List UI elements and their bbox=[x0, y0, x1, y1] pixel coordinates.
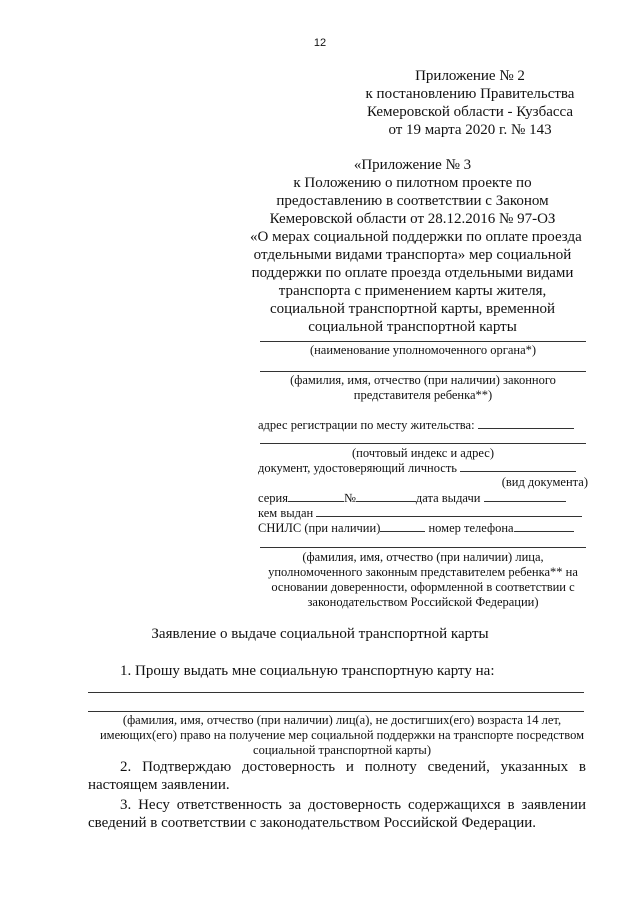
appendix-inner-line: отдельными видами транспорта» мер социальной bbox=[253, 247, 572, 263]
statement-item-3 bbox=[88, 796, 586, 832]
representative-line[interactable] bbox=[260, 371, 586, 372]
postal-caption: (почтовый индекс и адрес) bbox=[352, 446, 494, 460]
statement-item-2 bbox=[88, 758, 586, 794]
proxy-caption: законодательством Российской Федерации) bbox=[307, 595, 539, 609]
children-caption-line: имеющих(его) право на получение мер социальной поддержки на транспорте посредством bbox=[99, 728, 584, 742]
representative-caption: представителя ребенка**) bbox=[353, 388, 493, 402]
appendix-inner-line: Кемеровской области от 28.12.2016 № 97-ОЗ bbox=[269, 211, 556, 227]
representative-caption: (фамилия, имя, отчество (при наличии) законного bbox=[290, 373, 556, 387]
appendix-line: Кемеровской области - Кузбасса bbox=[366, 104, 574, 120]
appendix-line: от 19 марта 2020 г. № 143 bbox=[388, 122, 552, 138]
appendix-line: Приложение № 2 bbox=[415, 68, 525, 84]
children-caption bbox=[92, 713, 592, 758]
children-line-2[interactable] bbox=[88, 711, 584, 712]
document-field[interactable] bbox=[460, 460, 576, 472]
snils-field[interactable] bbox=[380, 520, 425, 532]
document-row bbox=[258, 460, 588, 476]
appendix-inner-line: к Положению о пилотном проекте по bbox=[293, 175, 532, 191]
number-label: № bbox=[343, 491, 356, 505]
issue-date-label: дата выдачи bbox=[415, 491, 481, 505]
appendix-inner-line: «О мерах социальной поддержки по оплате проезда bbox=[250, 229, 582, 245]
snils-row bbox=[258, 520, 588, 536]
appendix-inner-line: транспорта с применением карты жителя, bbox=[278, 283, 547, 299]
appendix-inner-line: предоставлению в соответствии с Законом bbox=[276, 193, 549, 209]
item-2-line: настоящем заявлении. bbox=[88, 777, 230, 793]
phone-label: номер телефона bbox=[428, 521, 514, 535]
appendix-inner-line: социальной транспортной карты, временной bbox=[269, 301, 556, 317]
series-field[interactable] bbox=[288, 490, 344, 502]
issued-by-row bbox=[258, 505, 588, 521]
series-row bbox=[258, 490, 588, 506]
children-line-1[interactable] bbox=[88, 692, 584, 693]
issue-date-field[interactable] bbox=[484, 490, 566, 502]
appendix-inner-line: социальной транспортной карты bbox=[308, 319, 517, 335]
snils-label: СНИЛС (при наличии) bbox=[258, 521, 381, 535]
proxy-caption: (фамилия, имя, отчество (при наличии) лица, bbox=[302, 550, 544, 564]
issued-by-field[interactable] bbox=[316, 505, 582, 517]
children-caption-line: (фамилия, имя, отчество (при наличии) лиц(а), не достигших(его) возраста 14 лет, bbox=[122, 713, 562, 727]
address-label: адрес регистрации по месту жительства: bbox=[258, 418, 475, 432]
item-3-line: сведений в соответствии с законодательством Российской Федерации. bbox=[88, 815, 537, 831]
phone-field[interactable] bbox=[514, 520, 574, 532]
statement-title: Заявление о выдаче социальной транспортной карты bbox=[151, 626, 489, 642]
number-field[interactable] bbox=[356, 490, 416, 502]
series-label: серия bbox=[258, 491, 288, 505]
appendix-inner-line: «Приложение № 3 bbox=[353, 157, 472, 173]
document-label: документ, удостоверяющий личность bbox=[258, 461, 458, 475]
page-number: 12 bbox=[313, 37, 327, 49]
appendix-line: к постановлению Правительства bbox=[365, 86, 575, 102]
proxy-caption: основании доверенности, оформленной в соответствии с bbox=[271, 580, 575, 594]
item-3-line: 3. Несу ответственность за достоверность содержащихся в заявлении bbox=[120, 797, 586, 813]
item-2-line: 2. Подтверждаю достоверность и полноту сведений, указанных в bbox=[120, 759, 586, 775]
authority-line[interactable] bbox=[260, 341, 586, 342]
proxy-caption: уполномоченного законным представителем ребенка** на bbox=[268, 565, 578, 579]
statement-item-1: 1. Прошу выдать мне социальную транспортную карту на: bbox=[120, 663, 495, 679]
proxy-line[interactable] bbox=[260, 547, 586, 548]
address-line[interactable] bbox=[260, 443, 586, 444]
address-field[interactable] bbox=[478, 417, 574, 429]
authority-caption: (наименование уполномоченного органа*) bbox=[309, 343, 537, 357]
appendix-inner-line: поддержки по оплате проезда отдельными видами bbox=[251, 265, 574, 281]
document-type-caption: (вид документа) bbox=[501, 475, 588, 489]
issued-by-label: кем выдан bbox=[258, 506, 314, 520]
children-caption-line: социальной транспортной карты) bbox=[253, 743, 431, 757]
address-row bbox=[258, 417, 588, 433]
